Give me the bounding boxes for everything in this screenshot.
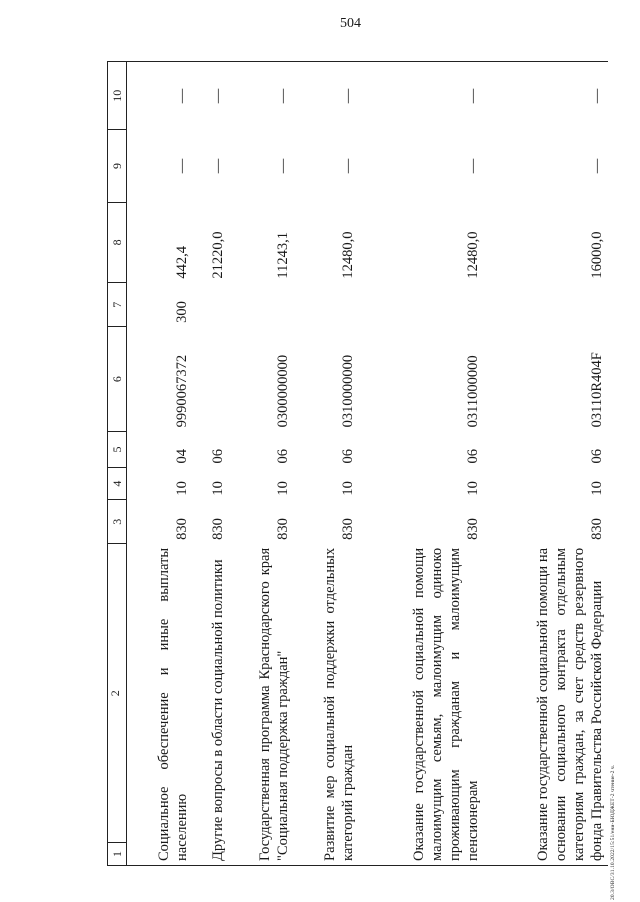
col10-value: —	[127, 62, 193, 130]
section-code: 10	[464, 481, 481, 496]
section-code: 10	[209, 481, 226, 496]
ved-code: 830	[209, 518, 226, 540]
target-article-code	[193, 327, 229, 432]
expense-type-code	[484, 283, 608, 327]
budget-table	[107, 61, 608, 866]
section-code: 10	[340, 481, 357, 496]
footer-document-code: 20.3/ОВС/31.10.2022/15:51/ени-БЮДЖЕТ-2 чтение-2 ч.	[610, 764, 616, 900]
row-name: Оказание государственной социальной помощи малоимущим семьям, малоимущим одиноко проживающим гражданам и малоимущим пенсионерам	[359, 544, 483, 866]
page-number: 504	[340, 16, 361, 31]
row-name: Государственная программа Краснодарского края "Социальная поддержка граждан"	[229, 544, 294, 866]
header-cell: 8	[108, 202, 127, 282]
amount: 21220,0	[209, 231, 226, 279]
col9-value: —	[589, 158, 605, 174]
table-row	[193, 62, 229, 866]
amount: 442,4	[173, 245, 190, 279]
amount: 12480,0	[464, 231, 481, 279]
header-cell: 5	[108, 431, 127, 467]
subsection-code: 06	[464, 449, 481, 464]
section-code: 10	[589, 481, 605, 496]
header-cell: 6	[108, 327, 127, 432]
col9-value: —	[340, 158, 357, 174]
col10-value: —	[294, 62, 359, 130]
col9-value: —	[464, 158, 481, 174]
row-name: Другие вопросы в области социальной политики	[193, 544, 229, 866]
table-row	[359, 62, 483, 866]
expense-type-code	[359, 283, 483, 327]
col9-value: —	[209, 158, 226, 174]
table-row	[294, 62, 359, 866]
ved-code: 830	[464, 518, 481, 540]
header-cell: 9	[108, 130, 127, 202]
subsection-code: 06	[275, 449, 292, 464]
amount: 12480,0	[340, 231, 357, 279]
row-name: Оказание государственной социальной помощи на основании социального контракта отдельным категориям граждан, за счет средств резервного фонда Правительства Российской Федерации	[484, 544, 608, 866]
subsection-code: 04	[173, 449, 190, 464]
expense-type-code	[193, 283, 229, 327]
table-row	[127, 62, 193, 866]
subsection-code: 06	[209, 449, 226, 464]
target-article-code: 0300000000	[275, 354, 292, 428]
expense-type-code	[294, 283, 359, 327]
expense-type-code: 300	[173, 301, 190, 323]
col10-value: —	[359, 62, 483, 130]
target-article-code: 9990067372	[173, 354, 190, 428]
col9-value: —	[275, 158, 292, 174]
expense-type-code	[229, 283, 294, 327]
ved-code: 830	[340, 518, 357, 540]
target-article-code: 0310000000	[340, 354, 357, 428]
col10-value: —	[193, 62, 229, 130]
budget-table-rotated	[107, 61, 608, 866]
target-article-code: 03110R404F	[589, 352, 605, 428]
amount: 16000,0	[589, 231, 605, 279]
header-cell: 3	[108, 500, 127, 544]
section-code: 10	[275, 481, 292, 496]
subsection-code: 06	[340, 449, 357, 464]
ved-code: 830	[589, 518, 605, 540]
header-cell: 1 2	[108, 544, 127, 866]
section-code: 10	[173, 481, 190, 496]
col9-value: —	[173, 158, 190, 174]
header-cell: 10	[108, 62, 127, 130]
header-cell: 4	[108, 468, 127, 500]
ved-code: 830	[275, 518, 292, 540]
amount: 11243,1	[275, 232, 292, 279]
col10-value: —	[229, 62, 294, 130]
table-row	[229, 62, 294, 866]
col10-value: —	[484, 62, 608, 130]
table-row	[484, 62, 608, 866]
ved-code: 830	[173, 518, 190, 540]
target-article-code: 0311000000	[464, 355, 481, 428]
table-header-row	[108, 62, 127, 866]
row-name: Социальное обеспечение и иные выплаты населению	[127, 544, 193, 866]
subsection-code: 06	[589, 449, 605, 464]
row-name: Развитие мер социальной поддержки отдельных категорий граждан	[294, 544, 359, 866]
header-cell: 7	[108, 283, 127, 327]
header-cell-1: 1	[108, 842, 126, 865]
